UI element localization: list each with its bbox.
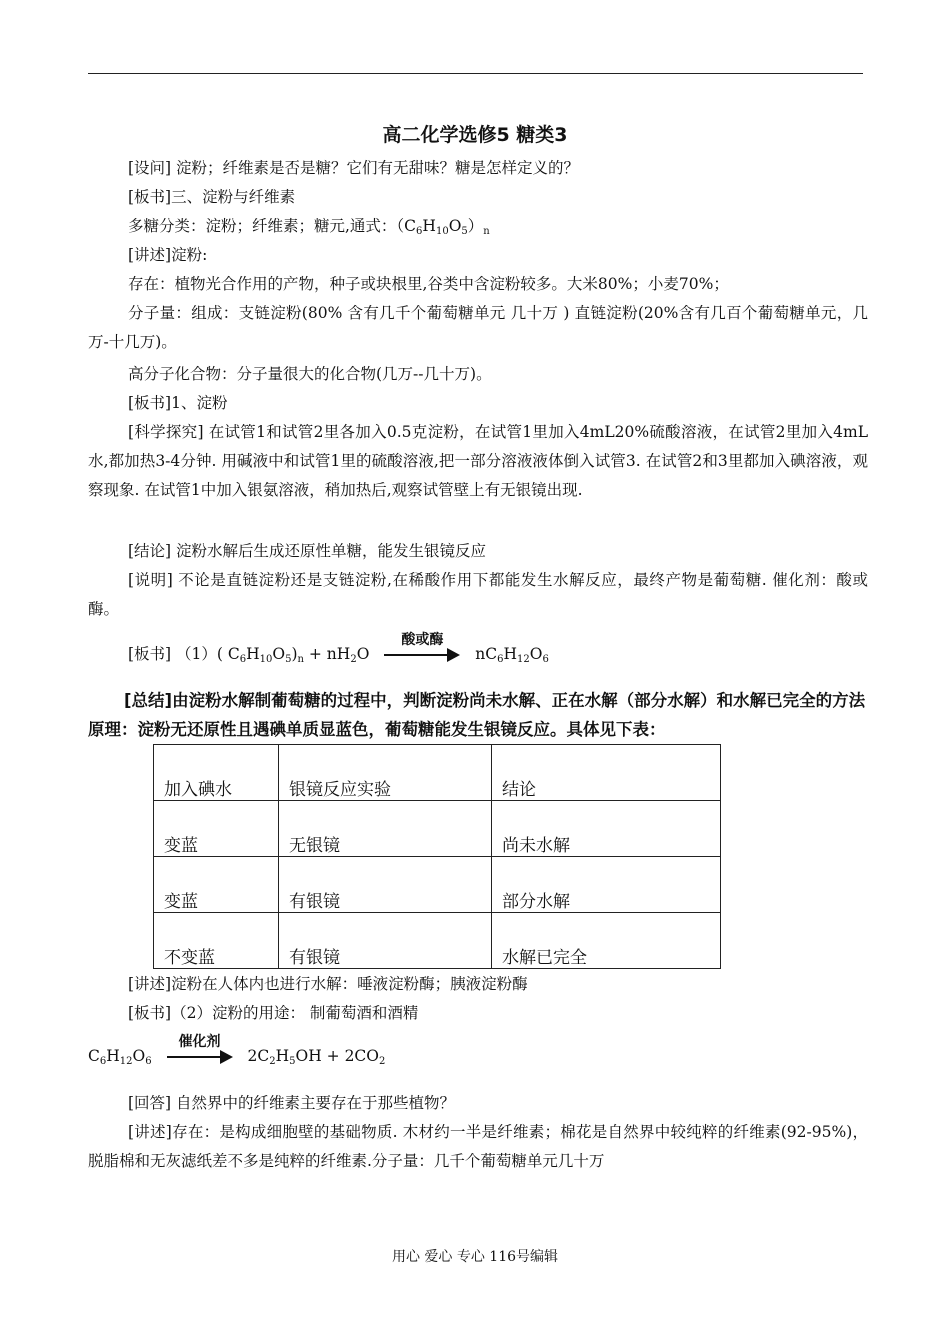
- page-footer: 用心 爱心 专心 116号编辑: [391, 1249, 559, 1265]
- explanation-paragraph: [说明] 不论是直链淀粉还是支链淀粉,在稀酸作用下都能发生水解反应，最终产物是葡萄糖. 催化剂：酸或酶。: [88, 571, 868, 618]
- table-cell: 有银镜: [279, 913, 492, 969]
- reaction-arrow-icon: [167, 1034, 233, 1064]
- table-cell: 有银镜: [279, 857, 492, 913]
- narration-digestion: [讲述]淀粉在人体内也进行水解：唾液淀粉酶；胰液淀粉酶: [128, 975, 528, 993]
- question-line: [设问] 淀粉；纤维素是否是糖？它们有无甜味？糖是怎样定义的？: [128, 159, 580, 177]
- board-uses: [板书]（2）淀粉的用途： 制葡萄酒和酒精: [128, 1004, 419, 1022]
- starch-occurrence: 存在：植物光合作用的产物，种子或块根里,谷类中含淀粉较多。大米80%；小麦70%；: [128, 275, 729, 293]
- narration-starch: [讲述]淀粉:: [128, 246, 208, 264]
- catalyst-label: 酸或酶: [401, 632, 444, 648]
- table-cell: 变蓝: [154, 857, 279, 913]
- table-cell: 尚未水解: [492, 801, 721, 857]
- table-cell: 部分水解: [492, 857, 721, 913]
- table-cell: 银镜反应实验: [279, 745, 492, 801]
- reaction-arrow-icon: [384, 632, 460, 662]
- header-rule: [88, 73, 863, 74]
- table-row: [154, 857, 721, 913]
- polysaccharide-classification: 多糖分类：淀粉；纤维素；糖元,通式：$(C_6H_{10}O_5)_n$: [128, 217, 490, 237]
- table-cell: 无银镜: [279, 801, 492, 857]
- hydrolysis-equation: [板书] （1）( $C_6H_{10}O_5)_n + nH_2O$ 酸或酶 $nC_6H_{12}O_6$: [88, 640, 868, 669]
- table-cell: 水解已完全: [492, 913, 721, 969]
- answer-line: [回答] 自然界中的纤维素主要存在于那些植物？: [128, 1094, 456, 1112]
- hydrolysis-table: [153, 744, 721, 969]
- board-heading-1: [板书]1、淀粉: [128, 394, 228, 412]
- table-cell: 结论: [492, 745, 721, 801]
- table-row: [154, 745, 721, 801]
- table-cell: 不变蓝: [154, 913, 279, 969]
- conclusion-line: [结论] 淀粉水解后生成还原性单糖，能发生银镜反应: [128, 542, 487, 560]
- table-row: [154, 913, 721, 969]
- cellulose-paragraph: [讲述]存在：是构成细胞壁的基础物质. 木材约一半是纤维素；棉花是自然界中较纯粹的纤维素(92-95%)，脱脂棉和无灰滤纸差不多是纯粹的纤维素.分子量：几千个葡萄糖单元几十万: [88, 1123, 868, 1170]
- page-title: 高二化学选修5 糖类3: [382, 124, 568, 146]
- summary-paragraph: [总结]由淀粉水解制葡萄糖的过程中，判断淀粉尚未水解、正在水解（部分水解）和水解已完全的方法原理：淀粉无还原性且遇碘单质显蓝色，葡萄糖能发生银镜反应。具体见下表：: [88, 691, 866, 739]
- table-cell: 变蓝: [154, 801, 279, 857]
- experiment-paragraph: [科学探究] 在试管1和试管2里各加入0.5克淀粉，在试管1里加入4mL20%硫酸溶液，在试管2里加入4mL水,都加热3-4分钟. 用碱液中和试管1里的硫酸溶液,把一部分溶液液体倒入试管3. 在试管2和3里都加入碘溶液，观察现象. 在试管1中加入银氨溶液，稍加热后,观察试管壁上有无银镜出现.: [88, 423, 868, 499]
- board-heading-3: [板书]三、淀粉与纤维素: [128, 188, 296, 206]
- table-row: [154, 801, 721, 857]
- molecular-weight: 分子量：组成：支链淀粉(80% 含有几千个葡萄糖单元 几十万 ) 直链淀粉(20%含有几百个葡萄糖单元，几万-十几万)。: [88, 304, 868, 351]
- fermentation-equation: $C_6H_{12}O_6$ 催化剂 $2C_2H_5OH + 2CO_2$: [88, 1042, 868, 1071]
- polymer-definition: 高分子化合物：分子量很大的化合物(几万--几十万)。: [128, 365, 492, 383]
- catalyst-label: 催化剂: [178, 1034, 221, 1050]
- table-cell: 加入碘水: [154, 745, 279, 801]
